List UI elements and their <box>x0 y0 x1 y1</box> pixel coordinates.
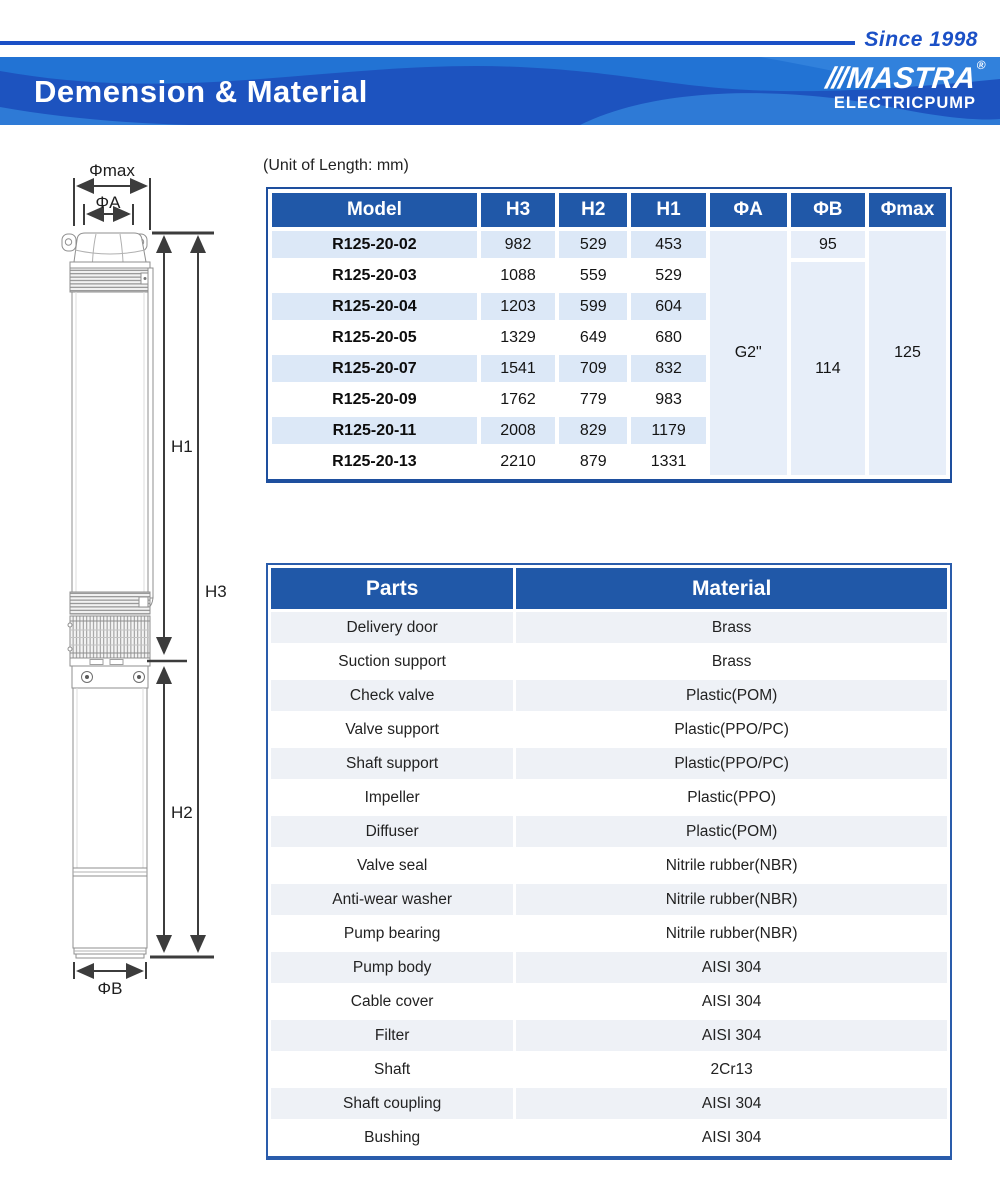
table-row <box>271 612 947 643</box>
h1-cell: 832 <box>631 355 705 382</box>
phi-a-merged-cell: G2" <box>710 231 787 475</box>
table-row <box>271 1020 947 1051</box>
part-cell: Anti-wear washer <box>271 884 513 915</box>
model-cell: R125-20-09 <box>272 386 477 413</box>
h2-cell: 559 <box>559 262 627 289</box>
pump-drawing <box>30 150 260 1020</box>
unit-of-length-note: (Unit of Length: mm) <box>263 157 409 174</box>
table-row <box>271 1088 947 1119</box>
column-header-phi-b: ΦB <box>791 193 865 227</box>
part-cell: Suction support <box>271 646 513 677</box>
brand-logo <box>824 58 987 112</box>
h3-cell: 2008 <box>481 417 555 444</box>
h1-cell: 680 <box>631 324 705 351</box>
pump-dimension-diagram <box>30 150 260 1020</box>
phi-max-label: Φmax <box>89 161 135 180</box>
part-cell: Shaft <box>271 1054 513 1085</box>
h1-cell: 604 <box>631 293 705 320</box>
part-cell: Valve seal <box>271 850 513 881</box>
column-header-parts: Parts <box>271 568 513 609</box>
h1-label: H1 <box>171 437 193 456</box>
table-row <box>272 262 946 289</box>
brand-name: MASTRA <box>845 62 977 95</box>
phi-b-merged-cell: 114 <box>791 262 865 475</box>
h2-cell: 709 <box>559 355 627 382</box>
h2-cell: 649 <box>559 324 627 351</box>
h2-cell: 829 <box>559 417 627 444</box>
since-label: Since 1998 <box>864 28 978 51</box>
parts-material-table <box>266 563 952 1160</box>
material-cell: Brass <box>516 646 947 677</box>
model-cell: R125-20-02 <box>272 231 477 258</box>
header-banner <box>0 57 1000 125</box>
table-row <box>271 680 947 711</box>
h3-cell: 1762 <box>481 386 555 413</box>
dimensions-header-row <box>272 193 946 227</box>
part-cell: Diffuser <box>271 816 513 847</box>
phi-a-label: ΦA <box>95 193 121 212</box>
h2-cell: 599 <box>559 293 627 320</box>
table-row <box>271 1054 947 1085</box>
part-cell: Filter <box>271 1020 513 1051</box>
phi-b-label: ΦB <box>97 979 123 998</box>
material-cell: 2Cr13 <box>516 1054 947 1085</box>
h1-cell: 529 <box>631 262 705 289</box>
brand-subtitle: ELECTRICPUMP <box>833 93 976 112</box>
material-cell: Plastic(PPO) <box>516 782 947 813</box>
material-cell: AISI 304 <box>516 1020 947 1051</box>
table-row <box>271 850 947 881</box>
table-row <box>271 646 947 677</box>
top-divider-rule <box>0 41 855 45</box>
model-cell: R125-20-11 <box>272 417 477 444</box>
page-title: Demension & Material <box>34 74 368 109</box>
column-header-phi-a: ΦA <box>710 193 787 227</box>
part-cell: Check valve <box>271 680 513 711</box>
material-cell: Plastic(PPO/PC) <box>516 714 947 745</box>
column-header-h1: H1 <box>631 193 705 227</box>
table-row <box>271 714 947 745</box>
h2-cell: 879 <box>559 448 627 475</box>
material-cell: Nitrile rubber(NBR) <box>516 918 947 949</box>
parts-header-row <box>271 568 947 609</box>
material-cell: Nitrile rubber(NBR) <box>516 850 947 881</box>
part-cell: Delivery door <box>271 612 513 643</box>
part-cell: Shaft coupling <box>271 1088 513 1119</box>
material-cell: Plastic(PPO/PC) <box>516 748 947 779</box>
column-header-h2: H2 <box>559 193 627 227</box>
h3-cell: 2210 <box>481 448 555 475</box>
table-row <box>271 816 947 847</box>
h1-cell: 1331 <box>631 448 705 475</box>
h3-label: H3 <box>205 582 227 601</box>
part-cell: Bushing <box>271 1122 513 1153</box>
part-cell: Valve support <box>271 714 513 745</box>
h1-cell: 983 <box>631 386 705 413</box>
part-cell: Pump bearing <box>271 918 513 949</box>
table-row <box>271 918 947 949</box>
h3-cell: 1203 <box>481 293 555 320</box>
column-header-phi-max: Φmax <box>869 193 946 227</box>
dimensions-table <box>266 187 952 483</box>
brand-wordmark <box>824 58 987 95</box>
material-cell: Plastic(POM) <box>516 816 947 847</box>
h3-cell: 1541 <box>481 355 555 382</box>
material-cell: AISI 304 <box>516 1088 947 1119</box>
table-row <box>272 231 946 258</box>
h1-cell: 1179 <box>631 417 705 444</box>
h3-cell: 982 <box>481 231 555 258</box>
h3-cell: 1329 <box>481 324 555 351</box>
model-cell: R125-20-05 <box>272 324 477 351</box>
part-cell: Cable cover <box>271 986 513 1017</box>
model-cell: R125-20-04 <box>272 293 477 320</box>
material-cell: Brass <box>516 612 947 643</box>
h2-label: H2 <box>171 803 193 822</box>
material-cell: AISI 304 <box>516 952 947 983</box>
h2-cell: 779 <box>559 386 627 413</box>
column-header-material: Material <box>516 568 947 609</box>
h2-cell: 529 <box>559 231 627 258</box>
part-cell: Pump body <box>271 952 513 983</box>
h3-cell: 1088 <box>481 262 555 289</box>
table-row <box>271 782 947 813</box>
material-cell: Plastic(POM) <box>516 680 947 711</box>
column-header-h3: H3 <box>481 193 555 227</box>
part-cell: Impeller <box>271 782 513 813</box>
pump-outline <box>62 233 153 958</box>
part-cell: Shaft support <box>271 748 513 779</box>
table-row <box>271 952 947 983</box>
table-row <box>271 1122 947 1153</box>
table-row <box>271 986 947 1017</box>
registered-trademark-icon: ® <box>975 58 987 72</box>
material-cell: AISI 304 <box>516 1122 947 1153</box>
h1-cell: 453 <box>631 231 705 258</box>
logo-slashes-icon: /// <box>824 62 847 95</box>
model-cell: R125-20-07 <box>272 355 477 382</box>
model-cell: R125-20-13 <box>272 448 477 475</box>
table-row <box>271 884 947 915</box>
table-row <box>271 748 947 779</box>
model-cell: R125-20-03 <box>272 262 477 289</box>
phi-max-merged-cell: 125 <box>869 231 946 475</box>
material-cell: Nitrile rubber(NBR) <box>516 884 947 915</box>
column-header-model: Model <box>272 193 477 227</box>
material-cell: AISI 304 <box>516 986 947 1017</box>
phi-b-cell: 95 <box>791 231 865 258</box>
